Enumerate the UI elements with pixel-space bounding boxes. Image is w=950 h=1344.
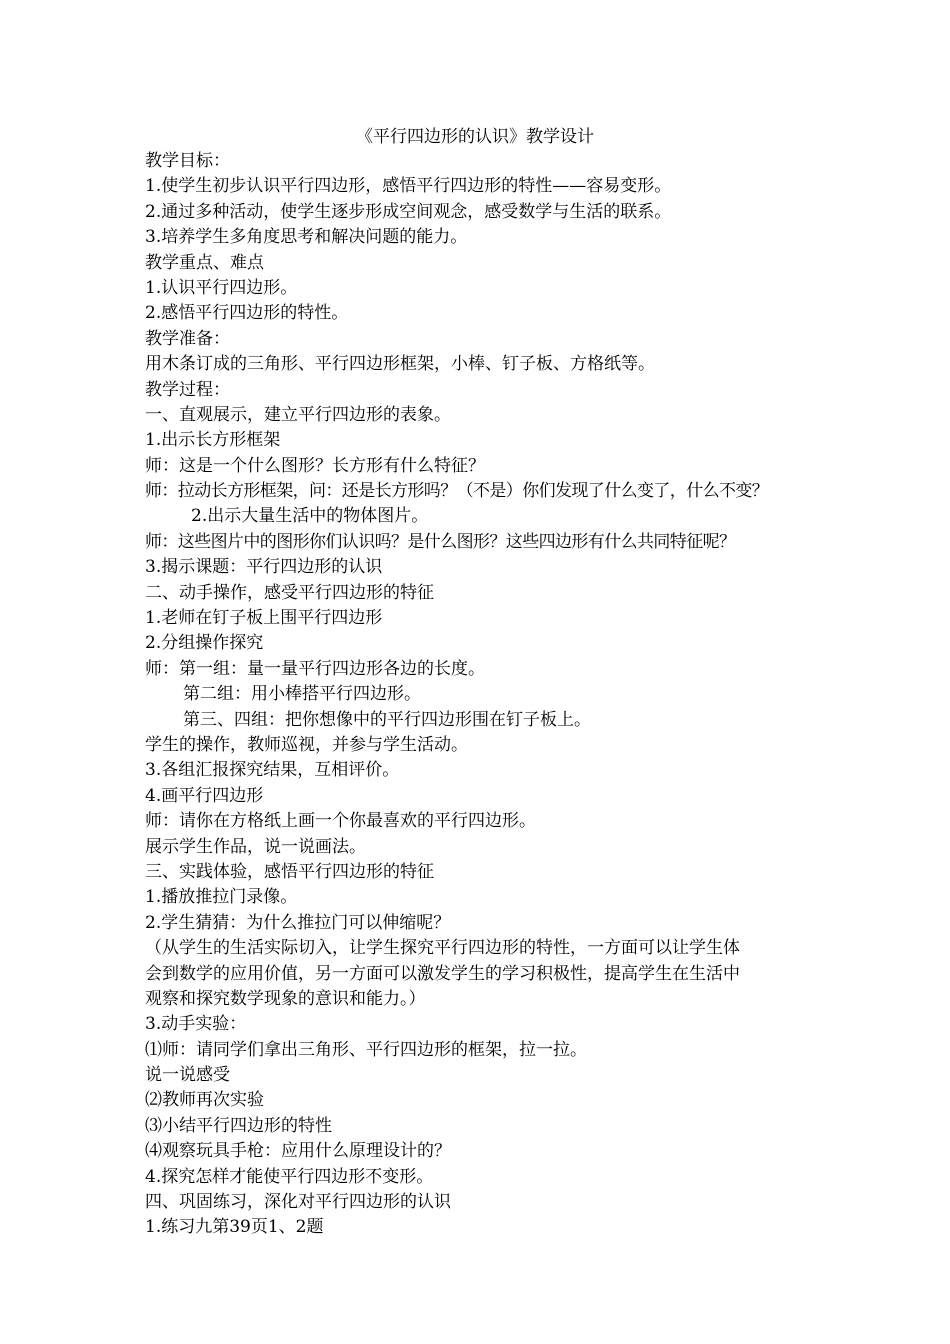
process-line: 3.揭示课题：平行四边形的认识 (145, 557, 383, 578)
process-line: 3.动手实验： (145, 1014, 247, 1035)
process-part-2-heading: 二、动手操作，感受平行四边形的特征 (145, 582, 434, 603)
process-line: 说一说感受 (145, 1065, 230, 1086)
document-title: 《平行四边形的认识》教学设计 (356, 127, 594, 147)
process-note-line: 会到数学的应用价值，另一方面可以激发学生的学习积极性，提高学生在生活中 (145, 963, 740, 984)
key-point-2: 2.感悟平行四边形的特性。 (145, 303, 349, 324)
document-body (145, 149, 835, 1241)
section-heading-preparation: 教学准备： (145, 328, 230, 349)
process-note-line: 观察和探究数学现象的意识和能力。） (145, 988, 426, 1009)
process-line: ⑶小结平行四边形的特性 (145, 1115, 332, 1136)
section-heading-key-points: 教学重点、难点 (145, 252, 264, 273)
process-line: 师：这是一个什么图形？长方形有什么特征？ (145, 455, 485, 476)
objective-3: 3.培养学生多角度思考和解决问题的能力。 (145, 227, 468, 248)
process-line: 2.分组操作探究 (145, 633, 264, 654)
process-line: 师：请你在方格纸上画一个你最喜欢的平行四边形。 (145, 811, 536, 832)
process-line: 4.探究怎样才能使平行四边形不变形。 (145, 1166, 434, 1187)
process-line: 1.老师在钉子板上围平行四边形 (145, 608, 383, 629)
process-line-indented: 第三、四组：把你想像中的平行四边形围在钉子板上。 (183, 709, 591, 730)
process-line: ⑵教师再次实验 (145, 1090, 264, 1111)
preparation-text: 用木条订成的三角形、平行四边形框架，小棒、钉子板、方格纸等。 (145, 354, 655, 375)
objective-1: 1.使学生初步认识平行四边形，感悟平行四边形的特性——容易变形。 (145, 176, 672, 197)
process-line-indented: 2.出示大量生活中的物体图片。 (191, 506, 429, 527)
process-line: ⑷观察玩具手枪：应用什么原理设计的？ (145, 1141, 451, 1162)
process-line-indented: 第二组：用小棒搭平行四边形。 (183, 684, 421, 705)
process-line: 3.各组汇报探究结果，互相评价。 (145, 760, 400, 781)
process-note-line: （从学生的生活实际切入，让学生探究平行四边形的特性，一方面可以让学生体 (145, 938, 740, 959)
process-line: 学生的操作，教师巡视，并参与学生活动。 (145, 734, 468, 755)
process-line: 1.练习九第39页1、2题 (145, 1217, 324, 1238)
process-line: 展示学生作品，说一说画法。 (145, 836, 366, 857)
process-line: 师：这些图片中的图形你们认识吗？是什么图形？这些四边形有什么共同特征呢？ (145, 531, 736, 552)
process-line: 1.播放推拉门录像。 (145, 887, 298, 908)
section-heading-objectives: 教学目标： (145, 151, 230, 171)
process-part-4-heading: 四、巩固练习，深化对平行四边形的认识 (145, 1192, 451, 1213)
process-line: 1.出示长方形框架 (145, 430, 281, 451)
objective-2: 2.通过多种活动，使学生逐步形成空间观念，感受数学与生活的联系。 (145, 201, 672, 222)
process-line: 师：拉动长方形框架，问：还是长方形吗？（不是）你们发现了什么变了，什么不变？ (145, 481, 769, 502)
process-line: 师：第一组：量一量平行四边形各边的长度。 (145, 658, 485, 679)
process-part-3-heading: 三、实践体验，感悟平行四边形的特征 (145, 861, 434, 882)
process-line: 4.画平行四边形 (145, 785, 264, 806)
process-line: ⑴师：请同学们拿出三角形、平行四边形的框架，拉一拉。 (145, 1039, 587, 1060)
key-point-1: 1.认识平行四边形。 (145, 277, 298, 298)
section-heading-process: 教学过程： (145, 379, 230, 400)
process-part-1-heading: 一、直观展示，建立平行四边形的表象。 (145, 404, 451, 425)
process-line: 2.学生猜猜：为什么推拉门可以伸缩呢？ (145, 912, 451, 933)
